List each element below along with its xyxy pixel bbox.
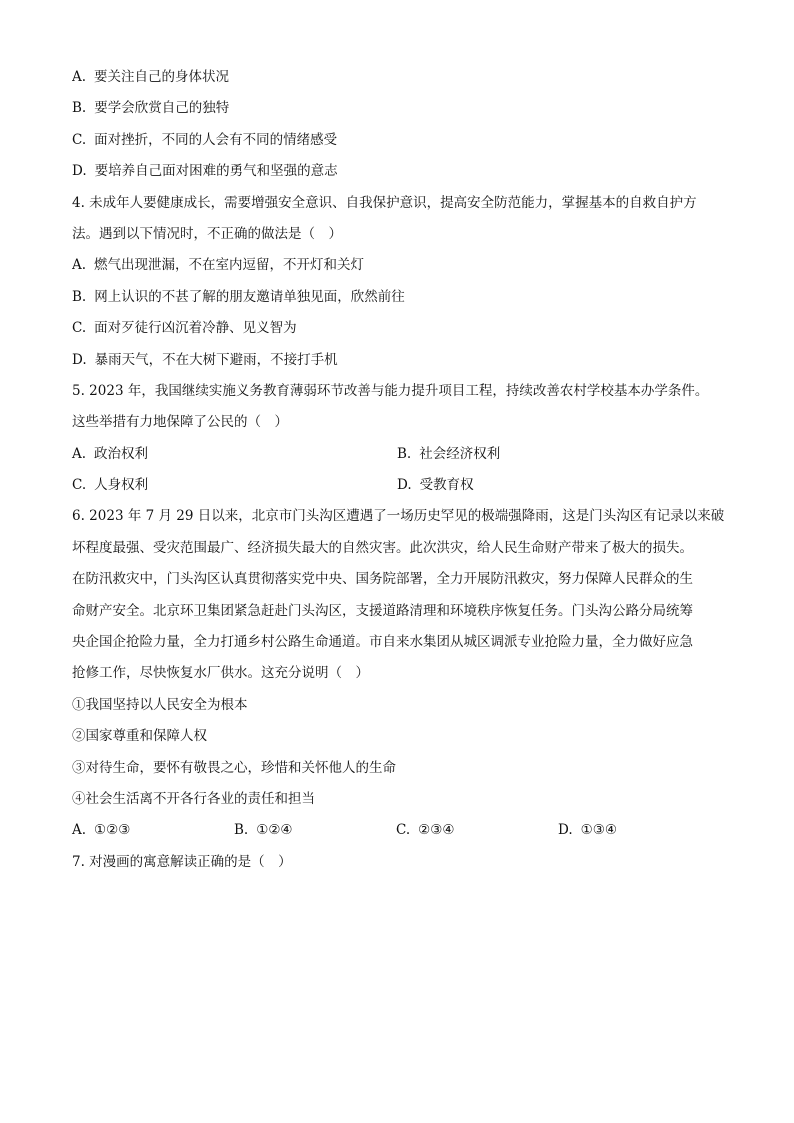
option-text: 政治权利 bbox=[94, 445, 149, 462]
q3-option-c bbox=[72, 125, 732, 156]
q6-option-b bbox=[234, 815, 396, 846]
option-text: ②③④ bbox=[418, 822, 455, 839]
option-text: 要关注自己的身体状况 bbox=[94, 69, 230, 85]
option-label: B. bbox=[234, 822, 249, 839]
q5-option-a bbox=[72, 439, 397, 470]
exam-page bbox=[72, 62, 732, 878]
option-text: 网上认识的不甚了解的朋友邀请单独见面，欣然前往 bbox=[94, 288, 405, 305]
option-label: A. bbox=[72, 257, 87, 274]
option-text: 社会经济权利 bbox=[419, 445, 501, 462]
q4-option-d bbox=[72, 345, 732, 376]
q6-options-row bbox=[72, 815, 732, 846]
q3-option-d bbox=[72, 156, 732, 187]
option-label: D. bbox=[397, 477, 412, 494]
q4-stem-line2: 法。遇到以下情况时，不正确的做法是（ ） bbox=[72, 225, 342, 242]
q6-statement-4: ④社会生活离不开各行各业的责任和担当 bbox=[72, 790, 315, 807]
q5-options-row2 bbox=[72, 470, 732, 501]
q4-stem-line1: 4. 未成年人要健康成长，需要增强安全意识、自我保护意识，提高安全防范能力，掌握基本的自救自护方 bbox=[72, 194, 697, 211]
q6-stem-line5: 央企国企抢险力量，全力打通乡村公路生命通道。市自来水集团从城区调派专业抢险力量，全力做好应急 bbox=[72, 634, 693, 651]
option-label: A. bbox=[72, 69, 87, 85]
q5-stem-line2: 这些举措有力地保障了公民的（ ） bbox=[72, 414, 288, 431]
q6-stem-line2: 坏程度最强、受灾范围最广、经济损失最大的自然灾害。此次洪灾，给人民生命财产带来了极大的损失。 bbox=[72, 539, 693, 556]
option-label: B. bbox=[72, 100, 87, 117]
q4-option-a bbox=[72, 250, 732, 281]
option-label: C. bbox=[72, 131, 87, 148]
option-label: B. bbox=[72, 288, 87, 305]
option-text: 受教育权 bbox=[419, 477, 474, 494]
option-label: A. bbox=[72, 822, 87, 839]
option-text: ①③④ bbox=[580, 822, 617, 839]
option-text: 要学会欣赏自己的独特 bbox=[94, 100, 230, 117]
option-text: 人身权利 bbox=[94, 477, 149, 494]
q3-option-b bbox=[72, 93, 732, 124]
q5-option-b bbox=[397, 439, 722, 470]
q6-stem-line6: 抢修工作，尽快恢复水厂供水。这充分说明（ ） bbox=[72, 665, 369, 682]
q6-option-c bbox=[396, 815, 558, 846]
q6-statement-1: ①我国坚持以人民安全为根本 bbox=[72, 696, 248, 713]
q5-options-row1 bbox=[72, 439, 732, 470]
option-text: 面对歹徒行凶沉着冷静、见义智为 bbox=[94, 320, 297, 337]
option-label: A. bbox=[72, 445, 87, 462]
option-text: ①②③ bbox=[94, 822, 131, 839]
option-text: 暴雨天气，不在大树下避雨，不接打手机 bbox=[94, 351, 338, 368]
option-label: C. bbox=[396, 822, 411, 839]
q6-stem-line3: 在防汛救灾中，门头沟区认真贯彻落实党中央、国务院部署，全力开展防汛救灾，努力保障人民群众的生 bbox=[72, 571, 693, 588]
q3-option-a bbox=[72, 62, 732, 93]
option-label: D. bbox=[72, 163, 87, 180]
q6-statement-2: ②国家尊重和保障人权 bbox=[72, 728, 207, 745]
option-text: 燃气出现泄漏，不在室内逗留，不开灯和关灯 bbox=[94, 257, 365, 274]
q5-option-c bbox=[72, 470, 397, 501]
q5-stem-line1: 5. 2023 年，我国继续实施义务教育薄弱环节改善与能力提升项目工程，持续改善农村学校基本办学条件。 bbox=[72, 382, 709, 399]
option-label: D. bbox=[72, 351, 87, 368]
option-text: ①②④ bbox=[256, 822, 293, 839]
q6-option-d bbox=[558, 815, 720, 846]
option-label: D. bbox=[558, 822, 573, 839]
option-label: C. bbox=[72, 477, 87, 494]
q6-option-a bbox=[72, 815, 234, 846]
option-label: C. bbox=[72, 320, 87, 337]
q4-option-c bbox=[72, 313, 732, 344]
q6-stem-line4: 命财产安全。北京环卫集团紧急赶赴门头沟区，支援道路清理和环境秩序恢复任务。门头沟公路分局统筹 bbox=[72, 602, 693, 619]
option-text: 面对挫折，不同的人会有不同的情绪感受 bbox=[94, 131, 338, 148]
q7-stem: 7. 对漫画的寓意解读正确的是（ ） bbox=[72, 853, 292, 870]
option-text: 要培养自己面对困难的勇气和坚强的意志 bbox=[94, 163, 338, 180]
q6-stem-line1: 6. 2023 年 7 月 29 日以来，北京市门头沟区遭遇了一场历史罕见的极端强降雨，这是门头沟区有记录以来破 bbox=[72, 508, 725, 525]
q4-option-b bbox=[72, 282, 732, 313]
q5-option-d bbox=[397, 470, 722, 501]
q6-statement-3: ③对待生命，要怀有敬畏之心，珍惜和关怀他人的生命 bbox=[72, 759, 396, 776]
option-label: B. bbox=[397, 445, 412, 462]
